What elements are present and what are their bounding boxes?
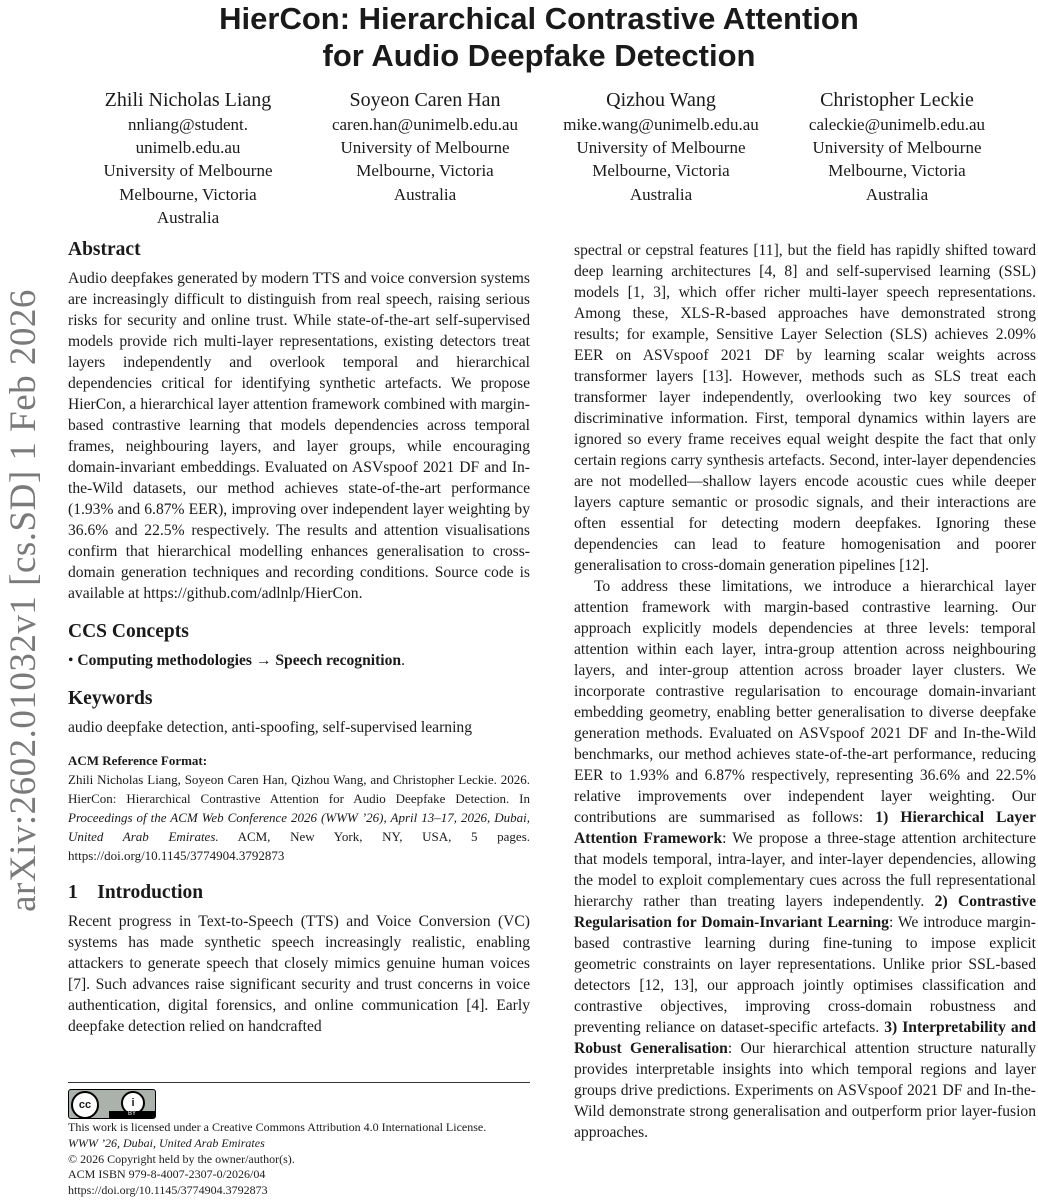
isbn-line: ACM ISBN 979-8-4007-2307-0/2026/04 bbox=[68, 1167, 266, 1182]
author-4 bbox=[777, 88, 1017, 206]
author-3 bbox=[541, 88, 781, 206]
author-city: Melbourne, Victoria bbox=[119, 184, 257, 204]
attribution-person-icon: i bbox=[121, 1091, 145, 1115]
left-column bbox=[68, 238, 530, 1037]
acm-reference-text bbox=[68, 770, 530, 865]
author-name: Qizhou Wang bbox=[606, 89, 716, 111]
author-email: nnliang@student. bbox=[127, 115, 248, 134]
copyright-line: © 2026 Copyright held by the owner/author(s). bbox=[68, 1151, 295, 1166]
paper-title bbox=[60, 0, 1018, 74]
ccs-bullet: • bbox=[68, 652, 74, 669]
author-affiliation: University of Melbourne bbox=[812, 138, 982, 158]
author-email-cont: unimelb.edu.au bbox=[135, 138, 241, 158]
acm-reference-venue: Proceedings of the ACM Web Conference 2026 (WWW ’26), April 13–17, 2026, Dubai, United Arab Emirates. bbox=[68, 810, 530, 844]
author-city: Melbourne, Victoria bbox=[592, 161, 730, 181]
ccs-heading: CCS Concepts bbox=[68, 621, 189, 642]
introduction-text-left: Recent progress in Text-to-Speech (TTS) and Voice Conversion (VC) systems has made synthetic speech increasingly realistic, enabling attackers to generate speech that closely mimics genuine human voices [7]. Such advances raise significant security and trust concerns in voice authentication, digital forensics, and online communication [4]. Early deepfake detection relied on handcrafted bbox=[68, 913, 530, 1035]
cc-by-license-badge bbox=[68, 1089, 156, 1119]
keywords-text: audio deepfake detection, anti-spoofing, self-supervised learning bbox=[68, 719, 472, 736]
section-title: Introduction bbox=[97, 882, 204, 903]
author-country: Australia bbox=[156, 207, 220, 227]
ccs-term: Computing methodologies → Speech recognition bbox=[77, 652, 402, 669]
author-country: Australia bbox=[393, 184, 457, 204]
title-line-2: for Audio Deepfake Detection bbox=[322, 38, 756, 73]
doi-link[interactable]: https://doi.org/10.1145/3774904.3792873 bbox=[68, 1183, 268, 1198]
contributions-intro: To address these limitations, we introduce a hierarchical layer attention framework with margin-based contrastive learning. Our approach explicitly models dependencies at three levels: temporal attention within each layer, intra-group attention across neighbouring layers, and inter-group attention across broader layer clusters. We incorporate contrastive regularisation to encourage domain-invariant embedding geometry, enabling better generalisation to diverse deepfake generation methods. Evaluated on ASVspoof 2021 DF and In-the-Wild benchmarks, our method achieves state-of-the-art performance, reducing EER to 1.93% and 6.87% respectively, representing 36.6% and 22.5% relative improvements over independent layer weighting. Our contributions are summarised as follows: bbox=[574, 578, 1036, 826]
section-number: 1 bbox=[68, 882, 78, 903]
abstract-text: Audio deepfakes generated by modern TTS and voice conversion systems are increasingly difficult to distinguish from real speech, raising serious risks for security and online trust. While state-of-the-art self-supervised models provide rich multi-layer representations, existing detectors treat layers independently and overlook temporal and hierarchical dependencies critical for identifying synthetic artefacts. We propose HierCon, a hierarchical layer attention framework combined with margin-based contrastive learning that models dependencies across temporal frames, neighbouring layers, and layer groups, while encouraging domain-invariant embeddings. Evaluated on ASVspoof 2021 DF and In-the-Wild datasets, our method achieves state-of-the-art performance (1.93% and 6.87% EER), improving over independent layer weighting by 36.6% and 22.5% respectively. The results and attention visualisations confirm that hierarchical modelling enhances generalisation to cross-domain generation techniques and recording conditions. Source code is available at https://github.com/adlnlp/HierCon. bbox=[68, 270, 530, 602]
license-line: This work is licensed under a Creative Commons Attribution 4.0 International License. bbox=[68, 1120, 487, 1134]
introduction-heading bbox=[68, 881, 530, 905]
ccs-concept bbox=[68, 650, 530, 671]
contribution-1-label: 1) Hierarchical Layer Attention Framework bbox=[574, 809, 1036, 847]
arxiv-stamp bbox=[0, 270, 46, 930]
acm-reference-heading: ACM Reference Format: bbox=[68, 753, 208, 768]
author-name: Soyeon Caren Han bbox=[349, 89, 501, 111]
author-affiliation: University of Melbourne bbox=[576, 138, 746, 158]
introduction-text-right-2 bbox=[574, 576, 1036, 1143]
footnote-divider bbox=[68, 1082, 530, 1083]
author-2 bbox=[305, 88, 545, 206]
by-label: BY bbox=[109, 1111, 155, 1118]
arxiv-stamp-text: arXiv:2602.01032v1 [cs.SD] 1 Feb 2026 bbox=[2, 288, 44, 912]
author-affiliation: University of Melbourne bbox=[340, 138, 510, 158]
contribution-1-text: : We propose a three-stage attention architecture that models temporal, intra-layer, and inter-layer dependencies, allowing the model to exploit complementary cues across the full representational hierarchy rather than treating layers independently. bbox=[574, 830, 1036, 910]
conference-line: WWW ’26, Dubai, United Arab Emirates bbox=[68, 1135, 265, 1150]
author-city: Melbourne, Victoria bbox=[356, 161, 494, 181]
author-name: Zhili Nicholas Liang bbox=[104, 89, 272, 111]
author-country: Australia bbox=[629, 184, 693, 204]
author-name: Christopher Leckie bbox=[820, 89, 974, 111]
contribution-3-text: : Our hierarchical attention structure naturally provides interpretable insights into which temporal regions and layer groups drive predictions. Experiments on ASVspoof 2021 DF and In-the-Wild demonstrate strong generalisation and outperform prior layer-fusion approaches. bbox=[574, 1040, 1036, 1141]
author-email: caleckie@unimelb.edu.au bbox=[808, 115, 986, 134]
contribution-3-label: 3) Interpretability and Robust Generalisation bbox=[574, 1019, 1036, 1057]
contribution-2-label: 2) Contrastive Regularisation for Domain-Invariant Learning bbox=[574, 893, 1036, 931]
ccs-period: . bbox=[401, 652, 406, 669]
author-1 bbox=[68, 88, 308, 229]
author-affiliation: University of Melbourne bbox=[103, 161, 273, 181]
acm-reference-part1: Zhili Nicholas Liang, Soyeon Caren Han, Qizhou Wang, and Christopher Leckie. 2026. HierCon: Hierarchical Contrastive Attention for Audio Deepfake Detection. In bbox=[68, 772, 530, 806]
abstract-heading: Abstract bbox=[68, 239, 141, 260]
author-city: Melbourne, Victoria bbox=[828, 161, 966, 181]
creative-commons-icon: cc bbox=[71, 1091, 99, 1119]
license-footnote bbox=[68, 1120, 538, 1199]
author-email: mike.wang@unimelb.edu.au bbox=[563, 115, 759, 134]
author-country: Australia bbox=[865, 184, 929, 204]
author-email: caren.han@unimelb.edu.au bbox=[331, 115, 519, 134]
title-line-1: HierCon: Hierarchical Contrastive Attention bbox=[219, 1, 859, 36]
keywords-heading: Keywords bbox=[68, 688, 153, 709]
acm-reference-part2: ACM, New York, NY, USA, 5 pages. https://doi.org/10.1145/3774904.3792873 bbox=[68, 829, 530, 863]
right-column bbox=[574, 240, 1036, 1143]
contribution-2-text: : We introduce margin-based contrastive learning during fine-tuning to impose explicit geometric constraints on layer representations. Unlike prior SSL-based detectors [12, 13], our approach jointly optimises classification and contrastive objectives, improving cross-domain robustness and preventing reliance on dataset-specific artefacts. bbox=[574, 914, 1037, 1036]
introduction-text-right-1: spectral or cepstral features [11], but the field has rapidly shifted toward deep learning architectures [4, 8] and self-supervised learning (SSL) models [1, 3], which offer richer multi-layer speech representations. Among these, XLS-R-based approaches have demonstrated strong results; for example, Sensitive Layer Selection (SLS) achieves 2.09% EER on ASVspoof 2021 DF by learning scalar weights across transformer layers [13]. However, methods such as SLS treat each transformer layer independently, overlooking two key sources of discriminative information. First, temporal dynamics within layers are ignored so every frame receives equal weight despite the fact that only certain regions carry synthesis artefacts. Second, inter-layer dependencies are not modelled—shallow layers encode acoustic cues while deeper layers capture semantic or prosodic signals, and their interactions are often essential for detecting modern deepfakes. Ignoring these dependencies can lead to feature homogenisation and poorer generalisation to cross-domain generation pipelines [12]. bbox=[574, 242, 1036, 574]
